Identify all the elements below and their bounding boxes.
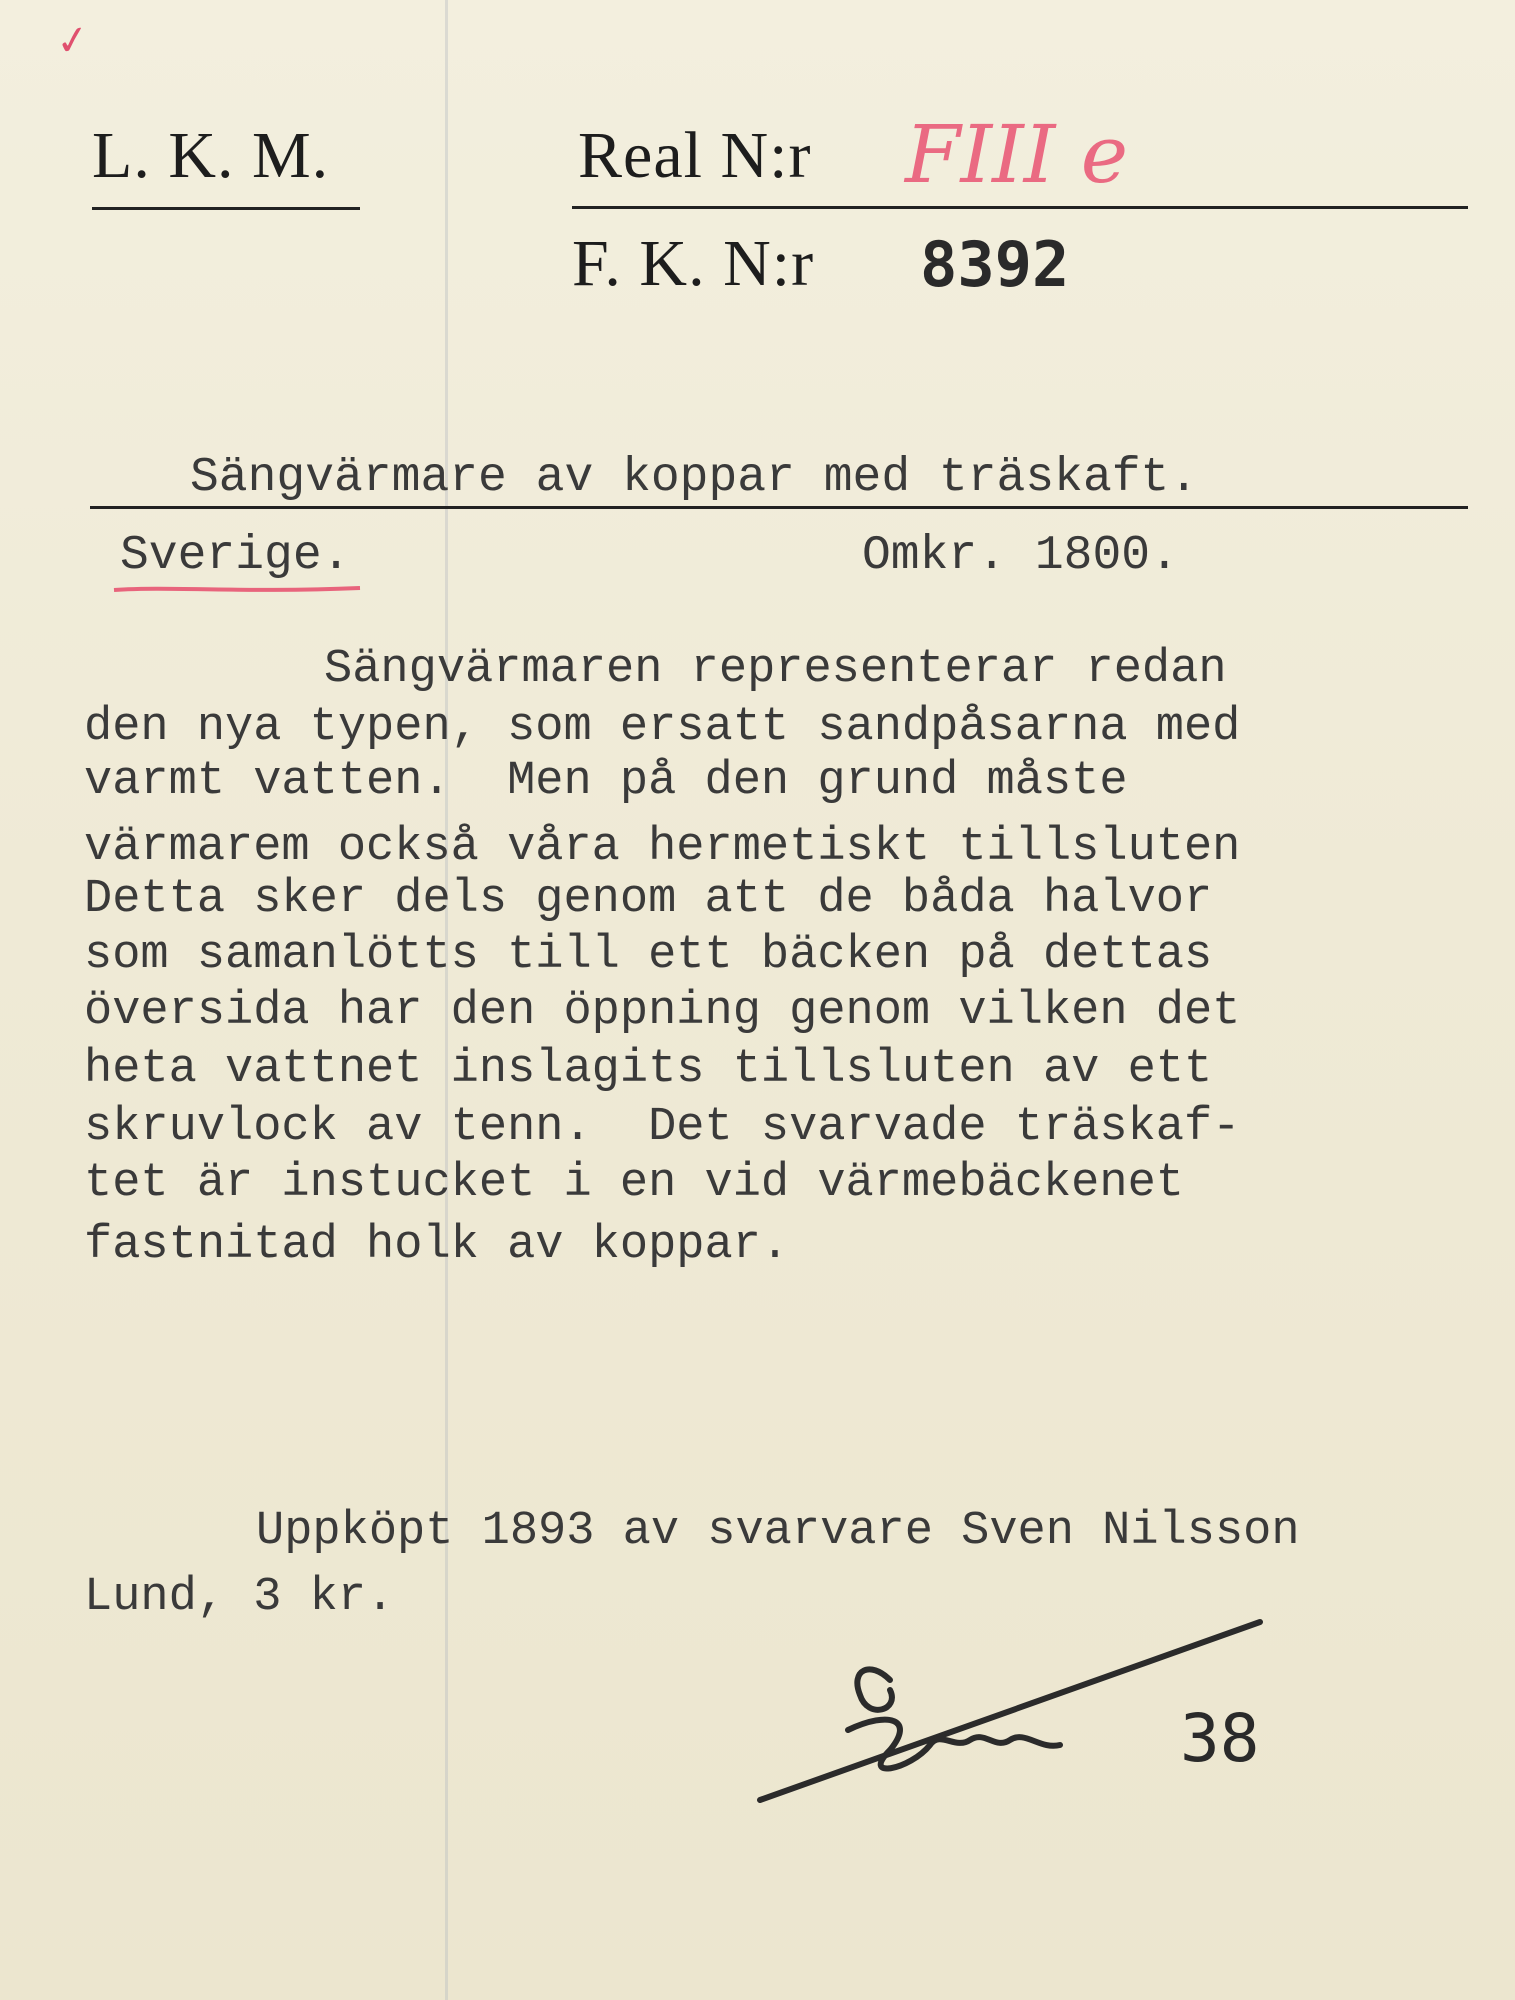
description-line: den nya typen, som ersatt sandpåsarna med (84, 701, 1241, 754)
title-rule (90, 506, 1468, 509)
org-label: L. K. M. (92, 119, 330, 192)
description-line: heta vattnet inslagits tillsluten av ett (84, 1043, 1213, 1096)
origin: Sverige. (120, 529, 351, 583)
org-underline (92, 207, 360, 210)
real-number-label: Real N:r (578, 119, 812, 192)
description-line: varmt vatten. Men på den grund måste (84, 755, 1128, 808)
description-line: Detta sker dels genom att de båda halvor (84, 873, 1213, 926)
header-rule (572, 206, 1468, 209)
signature-year: 38 (1180, 1700, 1260, 1777)
date: Omkr. 1800. (862, 529, 1179, 583)
description-line: tet är instucket i en vid värmebäckenet (84, 1157, 1184, 1210)
description-line: värmarem också våra hermetiskt tillsluten (84, 821, 1241, 874)
check-mark-icon: ✓ (52, 15, 93, 67)
acquisition-line: Uppköpt 1893 av svarvare Sven Nilsson (256, 1505, 1300, 1558)
fk-number-value: 8392 (920, 228, 1070, 301)
object-title: Sängvärmare av koppar med träskaft. (190, 451, 1199, 505)
description-line: fastnitad holk av koppar. (84, 1219, 790, 1272)
acquisition-line: Lund, 3 kr. (84, 1571, 395, 1624)
description-line: Sängvärmaren representerar redan (324, 643, 1227, 696)
red-underline (112, 584, 362, 594)
description-line: översida har den öppning genom vilken det (84, 985, 1241, 1038)
fk-number-label: F. K. N:r (572, 227, 815, 300)
real-number-value: FIII e (905, 108, 1129, 201)
description-line: skruvlock av tenn. Det svarvade träskaf- (84, 1101, 1241, 1154)
description-line: som samanlötts till ett bäcken på dettas (84, 929, 1213, 982)
